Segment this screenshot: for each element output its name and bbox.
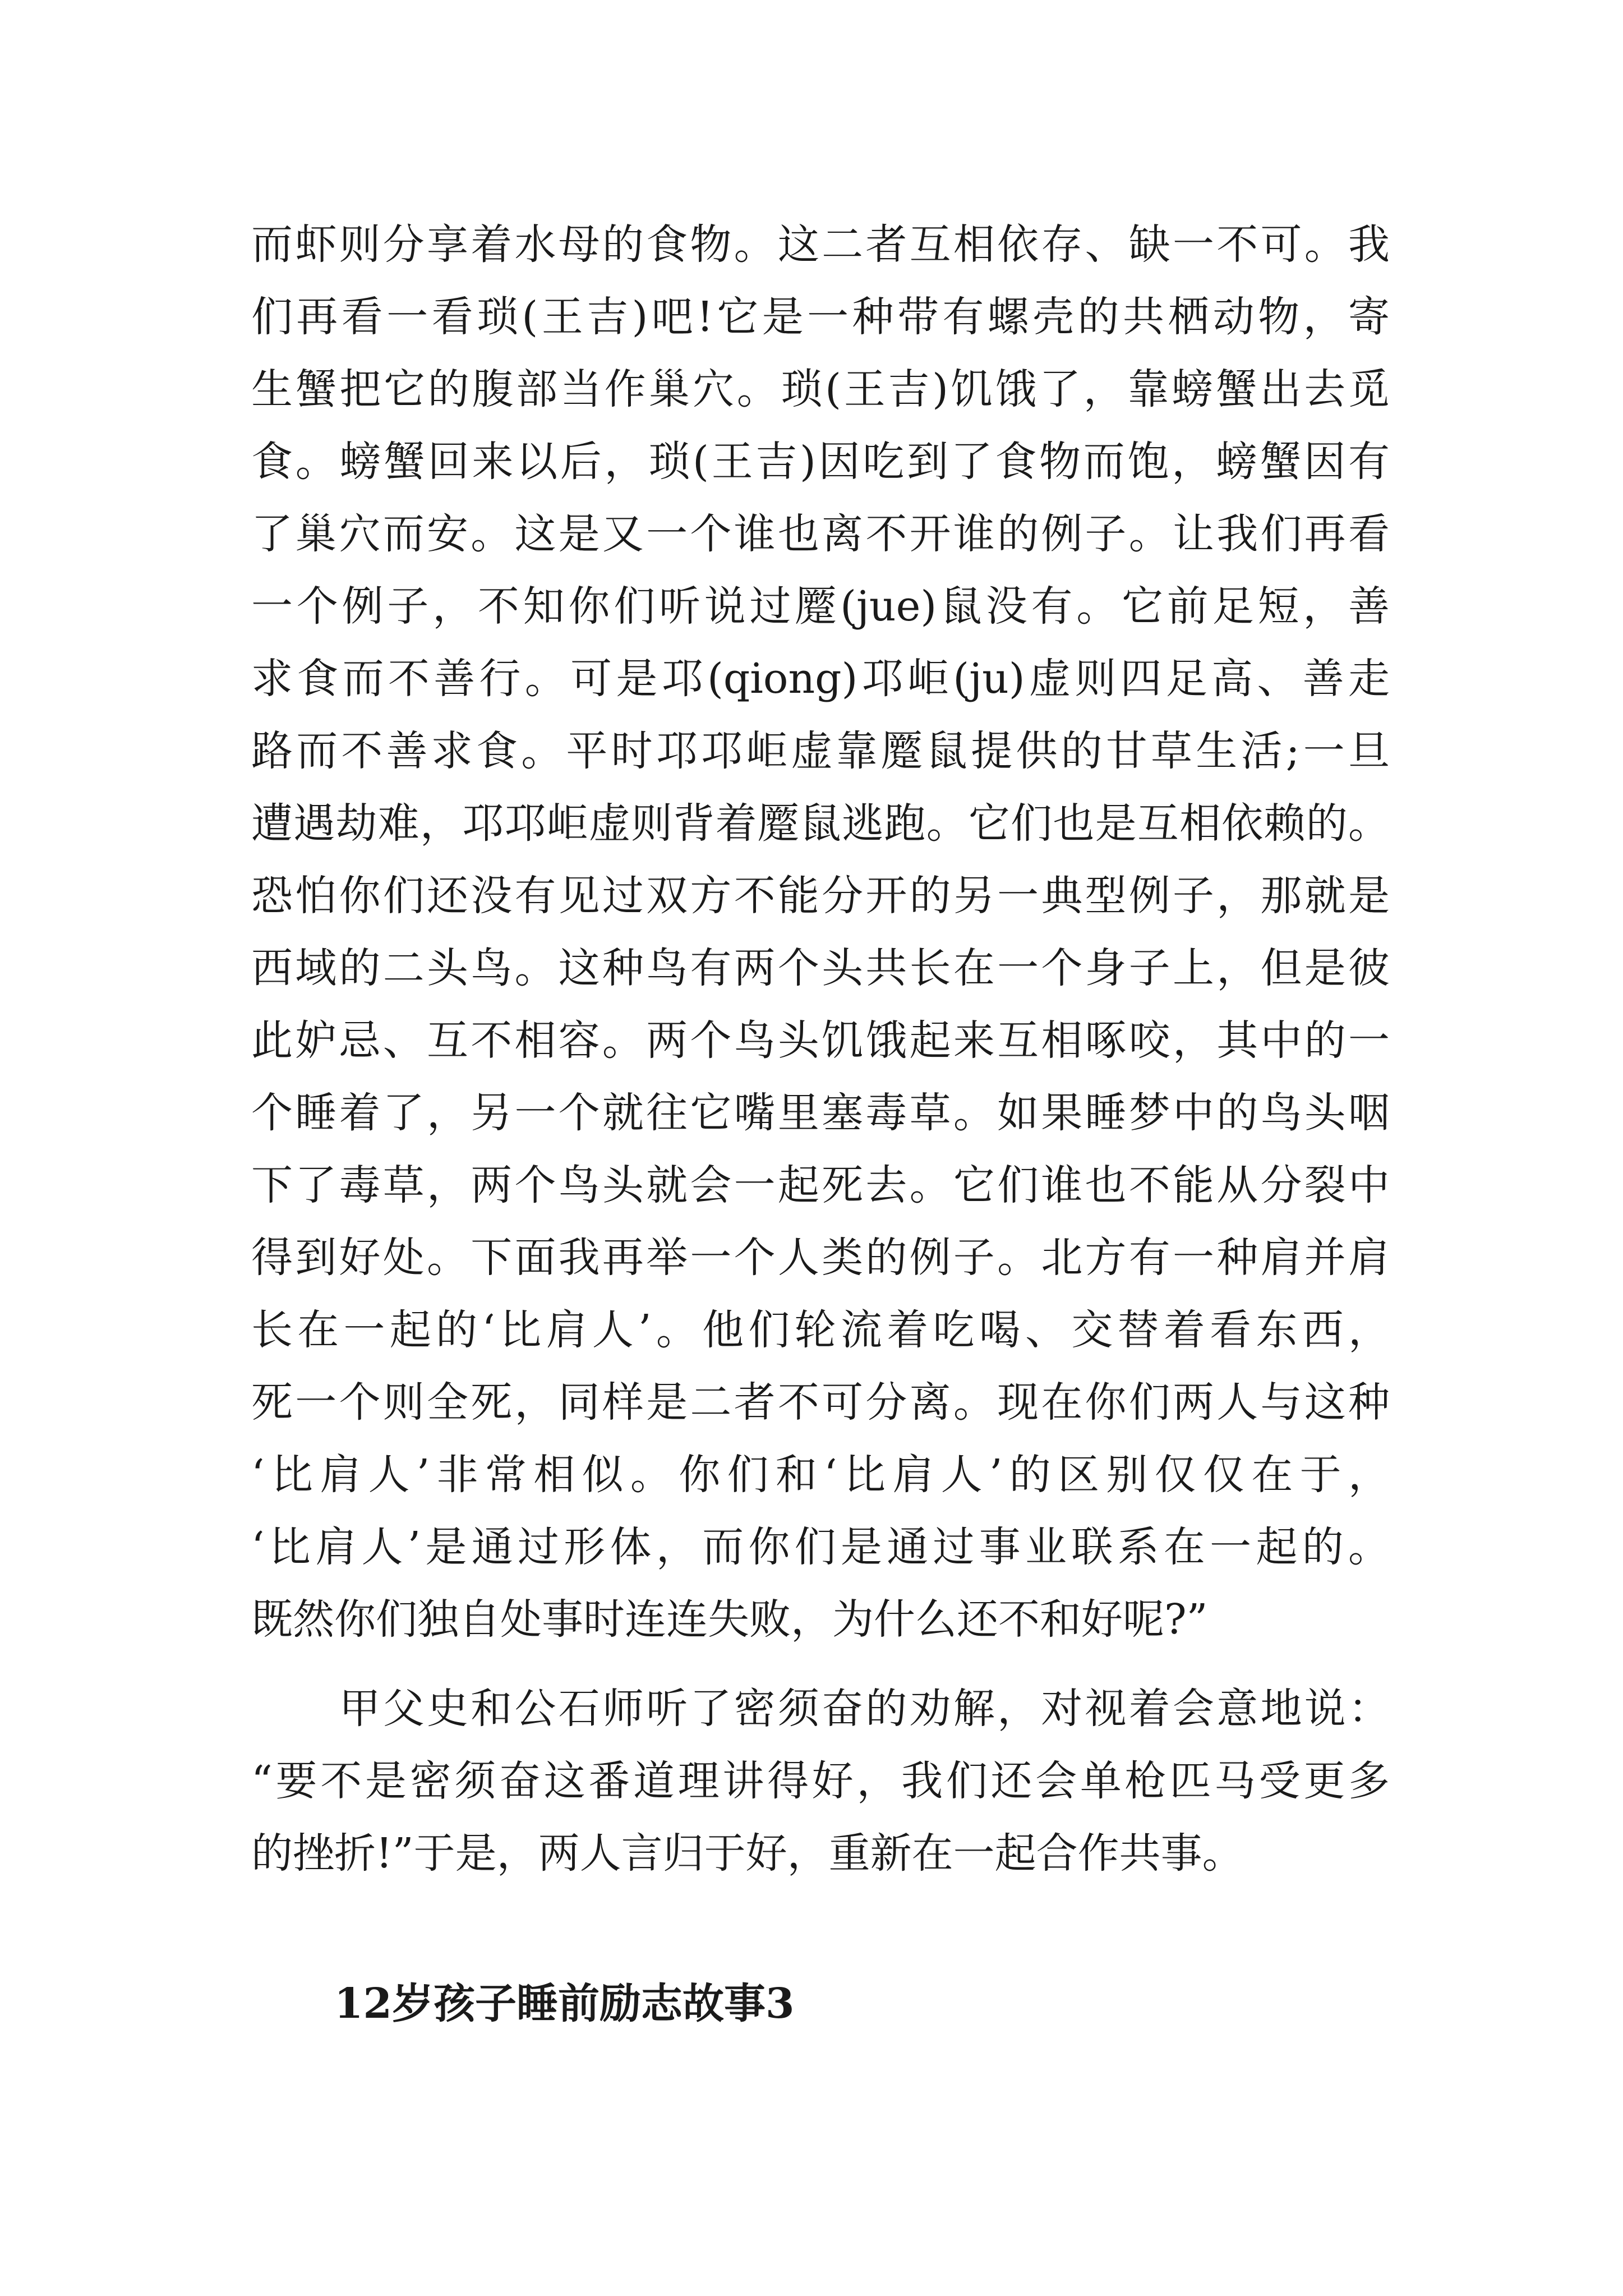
text-line: 们再看一看琐(王吉)吧!它是一种带有螺壳的共栖动物，寄 bbox=[251, 293, 1390, 341]
text-line: 一个例子，不知你们听说过蹷(jue)鼠没有。它前足短，善 bbox=[251, 582, 1390, 631]
section-heading: 12岁孩子睡前励志故事3 bbox=[334, 1980, 795, 2028]
text-line: 求食而不善行。可是邛(qiong)邛岠(ju)虚则四足高、善走 bbox=[251, 655, 1390, 703]
text-line: 死一个则全死，同样是二者不可分离。现在你们两人与这种 bbox=[251, 1378, 1390, 1427]
text-line: 恐怕你们还没有见过双方不能分开的另一典型例子，那就是 bbox=[251, 872, 1390, 920]
text-line: 既然你们独自处事时连连失败，为什么还不和好呢?” bbox=[251, 1595, 1208, 1644]
text-line: 生蟹把它的腹部当作巢穴。琐(王吉)饥饿了，靠螃蟹出去觅 bbox=[251, 365, 1390, 413]
text-line: 而虾则分享着水母的食物。这二者互相依存、缺一不可。我 bbox=[251, 220, 1390, 269]
text-line: 此妒忌、互不相容。两个鸟头饥饿起来互相啄咬，其中的一 bbox=[251, 1016, 1390, 1065]
text-line: ‘比肩人’非常相似。你们和‘比肩人’的区别仅仅在于， bbox=[251, 1451, 1390, 1499]
text-line: “要不是密须奋这番道理讲得好，我们还会单枪匹马受更多 bbox=[251, 1757, 1390, 1805]
text-line: 甲父史和公石师听了密须奋的劝解，对视着会意地说： bbox=[251, 1685, 1390, 1733]
text-line: 得到好处。下面我再举一个人类的例子。北方有一种肩并肩 bbox=[251, 1234, 1390, 1282]
text-line: 个睡着了，另一个就往它嘴里塞毒草。如果睡梦中的鸟头咽 bbox=[251, 1089, 1390, 1137]
text-line: 下了毒草，两个鸟头就会一起死去。它们谁也不能从分裂中 bbox=[251, 1161, 1390, 1209]
text-line: 食。螃蟹回来以后，琐(王吉)因吃到了食物而饱，螃蟹因有 bbox=[251, 438, 1390, 486]
text-line: 的挫折!”于是，两人言归于好，重新在一起合作共事。 bbox=[251, 1829, 1244, 1878]
document-body bbox=[251, 209, 1390, 1890]
text-line: 西域的二头鸟。这种鸟有两个头共长在一个身子上，但是彼 bbox=[251, 944, 1390, 992]
text-line: 遭遇劫难，邛邛岠虚则背着蹷鼠逃跑。它们也是互相依赖的。 bbox=[251, 799, 1390, 848]
text-line: ‘比肩人’是通过形体，而你们是通过事业联系在一起的。 bbox=[251, 1523, 1390, 1571]
text-line: 了巢穴而安。这是又一个谁也离不开谁的例子。让我们再看 bbox=[251, 510, 1390, 558]
text-line: 长在一起的‘比肩人’。他们轮流着吃喝、交替着看东西， bbox=[251, 1306, 1390, 1354]
text-line: 路而不善求食。平时邛邛岠虚靠蹷鼠提供的甘草生活;一旦 bbox=[251, 727, 1390, 775]
